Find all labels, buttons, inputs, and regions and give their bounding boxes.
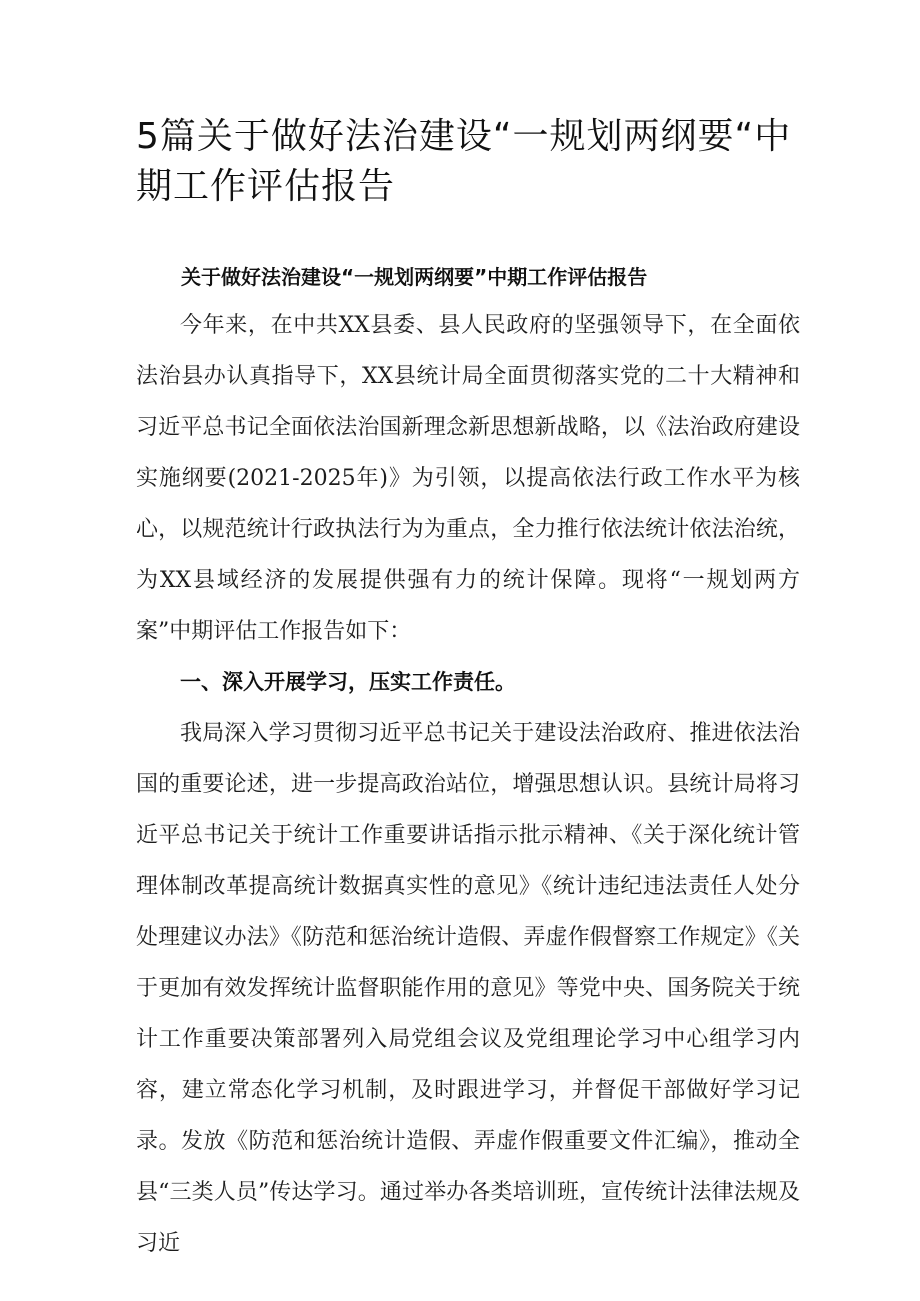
document-body — [136, 300, 800, 1269]
intro-paragraph: 今年来，在中共XX县委、县人民政府的坚强领导下，在全面依法治县办认真指导下，XX县统计局全面贯彻落实党的二十大精神和习近平总书记全面依法治国新理念新思想新战略，以《法治政府建设实施纲要(2021-2025年)》为引领，以提高依法行政工作水平为核心，以规范统计行政执法行为为重点，全力推行依法统计依法治统，为XX县域经济的发展提供强有力的统计保障。现将“一规划两方案”中期评估工作报告如下： — [136, 313, 800, 644]
section-heading-1: 一、深入开展学习，压实工作责任。 — [180, 670, 516, 694]
report-subtitle: 关于做好法治建设“一规划两纲要”中期工作评估报告 — [181, 265, 648, 289]
section-paragraph-1: 我局深入学习贯彻习近平总书记关于建设法治政府、推进依法治国的重要论述，进一步提高政治站位，增强思想认识。县统计局将习近平总书记关于统计工作重要讲话指示批示精神、《关于深化统计管理体制改革提高统计数据真实性的意见》《统计违纪违法责任人处分处理建议办法》《防范和惩治统计造假、弄虚作假督察工作规定》《关于更加有效发挥统计监督职能作用的意见》等党中央、国务院关于统计工作重要决策部署列入局党组会议及党组理论学习中心组学习内容，建立常态化学习机制，及时跟进学习，并督促干部做好学习记录。发放《防范和惩治统计造假、弄虚作假重要文件汇编》，推动全县“三类人员”传达学习。通过举办各类培训班，宣传统计法律法规及习近 — [136, 721, 800, 1256]
document-title: 5篇关于做好法治建设“一规划两纲要“中期工作评估报告 — [136, 116, 792, 207]
